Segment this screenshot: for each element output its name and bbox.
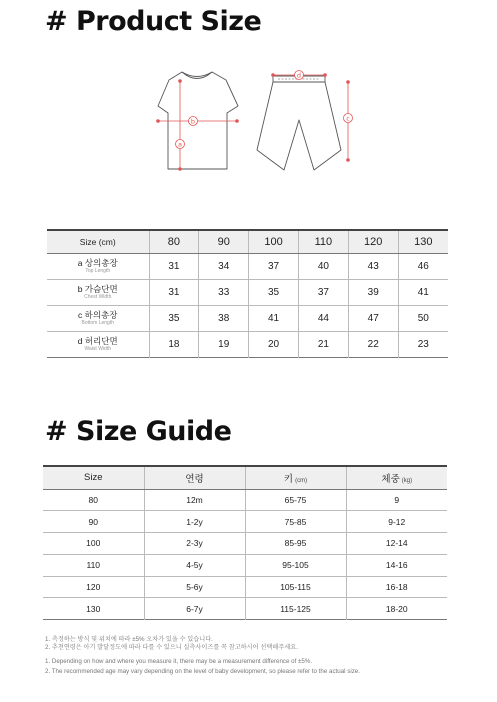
svg-text:a: a bbox=[178, 140, 182, 149]
row-label: d 허리단면 bbox=[77, 335, 118, 346]
product-size-header-row bbox=[47, 230, 448, 253]
header-cell: 80 bbox=[149, 230, 199, 253]
table-cell: 12-14 bbox=[346, 533, 447, 555]
table-row bbox=[43, 533, 447, 555]
header-cell: Size (cm) bbox=[47, 230, 149, 253]
table-cell: 44 bbox=[298, 305, 348, 331]
row-label-cell bbox=[47, 331, 149, 357]
table-cell: 34 bbox=[199, 253, 249, 279]
table-cell: 100 bbox=[86, 538, 101, 549]
table-cell: 41 bbox=[249, 305, 299, 331]
table-cell: 75-85 bbox=[245, 511, 346, 533]
row-label-cell bbox=[47, 279, 149, 305]
note-en-2: 2. The recommended age may vary depending on the level of baby development, so please refer to the actual size. bbox=[45, 667, 360, 675]
header-cell-height bbox=[245, 466, 346, 489]
table-cell: 9 bbox=[346, 489, 447, 511]
header-cell-age: 연령 bbox=[144, 466, 245, 489]
table-cell: 2-3y bbox=[144, 533, 245, 555]
table-cell: 31 bbox=[149, 253, 199, 279]
table-cell: 46 bbox=[398, 253, 448, 279]
table-cell: 4-5y bbox=[144, 554, 245, 576]
table-cell: 33 bbox=[199, 279, 249, 305]
row-label: b 가슴단면 bbox=[77, 283, 118, 294]
header-cell: 90 bbox=[199, 230, 249, 253]
table-row bbox=[47, 253, 448, 279]
svg-text:b: b bbox=[190, 117, 196, 126]
table-cell: 120 bbox=[86, 582, 101, 593]
product-size-table bbox=[47, 229, 448, 358]
table-cell: 90 bbox=[88, 516, 98, 527]
table-row bbox=[43, 489, 447, 511]
header-cell-size: Size bbox=[43, 466, 144, 489]
size-guide-table bbox=[43, 465, 447, 620]
table-row bbox=[43, 554, 447, 576]
weight-unit: (kg) bbox=[401, 477, 413, 484]
table-cell: 35 bbox=[249, 279, 299, 305]
marker-d bbox=[295, 71, 304, 80]
table-cell: 43 bbox=[348, 253, 398, 279]
table-cell: 37 bbox=[298, 279, 348, 305]
table-cell: 20 bbox=[249, 331, 299, 357]
tshirt-drawing bbox=[158, 72, 238, 169]
table-row bbox=[43, 598, 447, 620]
table-row bbox=[47, 331, 448, 357]
row-sublabel: Top Length bbox=[85, 267, 111, 274]
row-label-cell bbox=[47, 305, 149, 331]
svg-text:c: c bbox=[346, 114, 350, 123]
table-cell: 5-6y bbox=[144, 576, 245, 598]
table-cell: 1-2y bbox=[144, 511, 245, 533]
table-cell: 65-75 bbox=[245, 489, 346, 511]
table-cell: 40 bbox=[298, 253, 348, 279]
marker-b bbox=[189, 117, 198, 126]
table-row bbox=[43, 576, 447, 598]
marker-c bbox=[344, 114, 353, 123]
table-cell: 19 bbox=[199, 331, 249, 357]
svg-text:d: d bbox=[296, 71, 302, 80]
table-cell: 23 bbox=[398, 331, 448, 357]
header-cell: 120 bbox=[348, 230, 398, 253]
header-cell: 130 bbox=[398, 230, 448, 253]
table-cell: 12m bbox=[144, 489, 245, 511]
row-sublabel: Chest Width bbox=[84, 293, 112, 300]
table-cell: 21 bbox=[298, 331, 348, 357]
measurement-notes bbox=[45, 636, 485, 676]
table-cell: 16-18 bbox=[346, 576, 447, 598]
note-ko-1: 1. 측정하는 방식 및 위치에 따라 ±5% 오차가 있을 수 있습니다. bbox=[45, 636, 213, 643]
header-cell: 110 bbox=[298, 230, 348, 253]
table-row bbox=[43, 511, 447, 533]
table-cell: 95-105 bbox=[245, 554, 346, 576]
weight-label: 체중 bbox=[381, 473, 400, 485]
marker-a bbox=[176, 140, 185, 149]
table-cell: 31 bbox=[149, 279, 199, 305]
table-cell: 115-125 bbox=[245, 598, 346, 620]
table-cell: 6-7y bbox=[144, 598, 245, 620]
table-row bbox=[47, 305, 448, 331]
shorts-drawing bbox=[257, 76, 341, 170]
table-cell: 18-20 bbox=[346, 598, 447, 620]
table-cell: 37 bbox=[249, 253, 299, 279]
table-row bbox=[47, 279, 448, 305]
garment-measurement-illustration bbox=[140, 62, 370, 180]
product-size-title: # Product Size bbox=[45, 6, 262, 37]
table-cell: 130 bbox=[86, 603, 101, 614]
table-cell: 85-95 bbox=[245, 533, 346, 555]
table-cell: 38 bbox=[199, 305, 249, 331]
row-label-cell bbox=[47, 253, 149, 279]
row-sublabel: Waist Width bbox=[84, 345, 111, 352]
header-cell-weight bbox=[346, 466, 447, 489]
table-cell: 105-115 bbox=[245, 576, 346, 598]
table-cell: 41 bbox=[398, 279, 448, 305]
table-cell: 110 bbox=[86, 560, 101, 571]
table-cell: 9-12 bbox=[346, 511, 447, 533]
table-cell: 39 bbox=[348, 279, 398, 305]
note-en-1: 1. Depending on how and where you measure it, there may be a measurement difference of ±5%. bbox=[45, 658, 313, 665]
row-label: c 하의총장 bbox=[78, 309, 118, 320]
table-cell: 14-16 bbox=[346, 554, 447, 576]
size-guide-header-row bbox=[43, 466, 447, 489]
height-unit: (cm) bbox=[295, 477, 308, 484]
row-label: a 상의총장 bbox=[77, 257, 118, 268]
table-cell: 47 bbox=[348, 305, 398, 331]
table-cell: 50 bbox=[398, 305, 448, 331]
table-cell: 80 bbox=[88, 494, 98, 505]
table-cell: 22 bbox=[348, 331, 398, 357]
height-label: 키 bbox=[283, 473, 294, 485]
header-cell: 100 bbox=[249, 230, 299, 253]
note-ko-2: 2. 추천연령은 아기 발달정도에 따라 다를 수 있으니 실측사이즈를 꼭 참고하시어 선택해주세요. bbox=[45, 644, 298, 651]
table-cell: 18 bbox=[149, 331, 199, 357]
row-sublabel: Bottom Length bbox=[81, 319, 115, 326]
size-guide-title: # Size Guide bbox=[45, 416, 232, 447]
table-cell: 35 bbox=[149, 305, 199, 331]
